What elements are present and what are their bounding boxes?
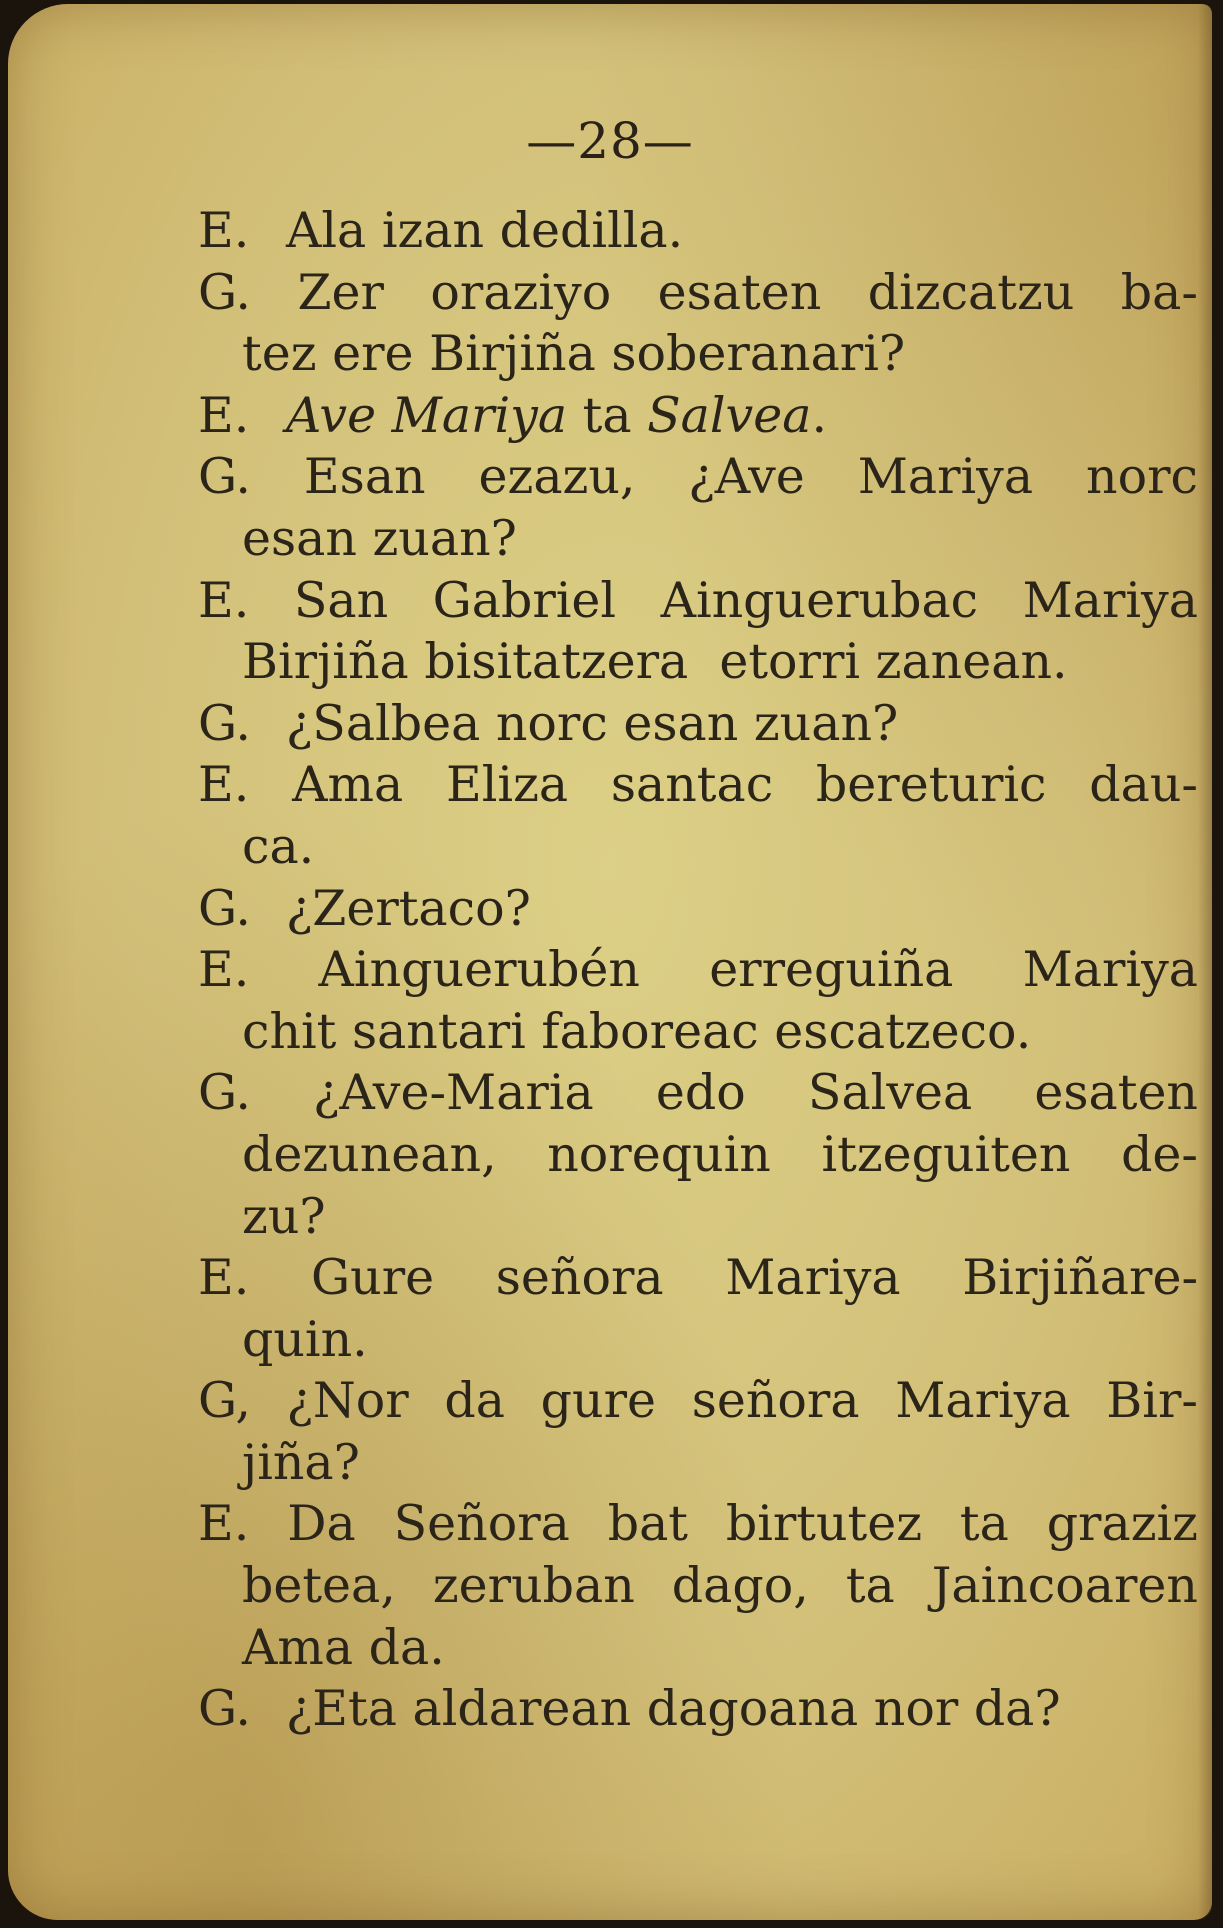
word: norc [1086, 448, 1198, 506]
speaker-label: E. [198, 941, 250, 999]
line-text: ¿Zertaco? [286, 879, 531, 937]
word: de- [1121, 1125, 1198, 1183]
word: birtutez [725, 1495, 923, 1553]
word: dau- [1089, 756, 1198, 814]
word: oraziyo [430, 263, 612, 321]
word: Da [287, 1495, 356, 1553]
word: ta [959, 1495, 1009, 1553]
word: santac [610, 756, 774, 814]
word: ¿Ave-Maria [313, 1064, 594, 1122]
text-line-10 [198, 754, 1198, 816]
dialogue-text [198, 200, 1198, 1740]
text-line-23 [198, 1555, 1198, 1617]
line-text: ¿Salbea norc esan zuan? [286, 694, 899, 752]
text-line-13 [198, 939, 1198, 1001]
word: Salvea [807, 1064, 973, 1122]
line-text: ta [567, 386, 648, 444]
word: edo [655, 1064, 746, 1122]
speaker-label: G. [198, 1680, 251, 1738]
speaker-label: E. [198, 571, 250, 629]
text-line-1 [198, 200, 1198, 262]
speaker-label: E. [198, 386, 250, 444]
word: graziz [1046, 1495, 1198, 1553]
word: señora [691, 1372, 860, 1430]
speaker-label: G. [198, 694, 251, 752]
text-line-22 [198, 1493, 1198, 1555]
word: Mariya [895, 1372, 1071, 1430]
word: dizcatzu [867, 263, 1075, 321]
text-line-21 [198, 1432, 1198, 1494]
text-line-15 [198, 1062, 1198, 1124]
word: Señora [393, 1495, 570, 1553]
line-text: quin. [242, 1310, 368, 1368]
word: betea, [242, 1557, 396, 1615]
speaker-label: E. [198, 202, 250, 259]
text-line-4 [198, 385, 1198, 447]
word: zeruban [432, 1557, 635, 1615]
text-line-16 [198, 1124, 1198, 1186]
word: bat [607, 1495, 688, 1553]
text-line-5 [198, 446, 1198, 508]
page-number: —28— [526, 112, 694, 170]
word: itzeguiten [821, 1125, 1071, 1183]
word: norequin [547, 1125, 771, 1183]
speaker-label: G, [198, 1372, 251, 1430]
word: esaten [657, 263, 822, 321]
text-line-24 [198, 1617, 1198, 1679]
text-line-17 [198, 1186, 1198, 1248]
line-text: esan zuan? [242, 509, 517, 567]
word: Mariya [1022, 941, 1198, 999]
word: Ainguerubac [660, 571, 979, 629]
text-line-20 [198, 1370, 1198, 1432]
text-line-9 [198, 693, 1198, 755]
word: Ainguerubén [318, 941, 640, 999]
text-line-19 [198, 1309, 1198, 1371]
book-page [8, 4, 1212, 1920]
line-text: . [811, 386, 828, 444]
speaker-label: G. [198, 1064, 251, 1122]
line-text: Ama da. [242, 1618, 445, 1676]
speaker-label: E. [198, 756, 250, 814]
word: erreguiña [709, 941, 954, 999]
line-text: ca. [242, 817, 315, 875]
word: esaten [1034, 1064, 1198, 1122]
word: Gabriel [432, 571, 617, 629]
word: ta [845, 1557, 895, 1615]
line-text: zu? [242, 1187, 326, 1245]
text-line-11 [198, 816, 1198, 878]
word: Eliza [445, 756, 569, 814]
word: Jaincoaren [931, 1557, 1198, 1615]
page-edge-shadow [1198, 4, 1212, 1920]
word: bereturic [815, 756, 1047, 814]
word: gure [540, 1372, 657, 1430]
word: Zer [297, 263, 384, 321]
line-text: Birjiña bisitatzera etorri zanean. [242, 633, 1068, 691]
word: Mariya [1022, 571, 1198, 629]
word: señora [495, 1249, 664, 1307]
word: Esan [303, 448, 426, 506]
italic-text: Salvea [647, 386, 812, 444]
word: San [293, 571, 389, 629]
word: Mariya [857, 448, 1034, 506]
speaker-label: E. [198, 1249, 250, 1307]
word: dago, [671, 1557, 809, 1615]
italic-text: Ave Mariya [286, 386, 568, 444]
word: da [444, 1372, 505, 1430]
speaker-label: G. [198, 448, 251, 506]
word: ¿Ave [688, 448, 805, 506]
text-line-25 [198, 1678, 1198, 1740]
line-text: Ala izan dedilla. [286, 202, 684, 259]
text-line-18 [198, 1247, 1198, 1309]
word: Bir- [1106, 1372, 1198, 1430]
word: Birjiñare- [962, 1249, 1198, 1307]
text-line-7 [198, 570, 1198, 632]
word: Ama [292, 756, 404, 814]
text-line-2 [198, 262, 1198, 324]
text-line-6 [198, 508, 1198, 570]
text-line-12 [198, 878, 1198, 940]
word: ¿Nor [286, 1372, 409, 1430]
word: Mariya [725, 1249, 901, 1307]
line-text: jiña? [242, 1433, 360, 1491]
word: ba- [1120, 263, 1198, 321]
word: Gure [311, 1249, 435, 1307]
text-line-8 [198, 631, 1198, 693]
word: ezazu, [478, 448, 636, 506]
word: dezunean, [242, 1125, 497, 1183]
line-text: ¿Eta aldarean dagoana nor da? [286, 1680, 1061, 1738]
speaker-label: G. [198, 263, 251, 321]
line-text: chit santari faboreac escatzeco. [242, 1002, 1032, 1060]
text-line-14 [198, 1001, 1198, 1063]
text-line-3 [198, 323, 1198, 385]
speaker-label: E. [198, 1495, 250, 1553]
line-text: tez ere Birjiña soberanari? [242, 325, 906, 383]
speaker-label: G. [198, 879, 251, 937]
